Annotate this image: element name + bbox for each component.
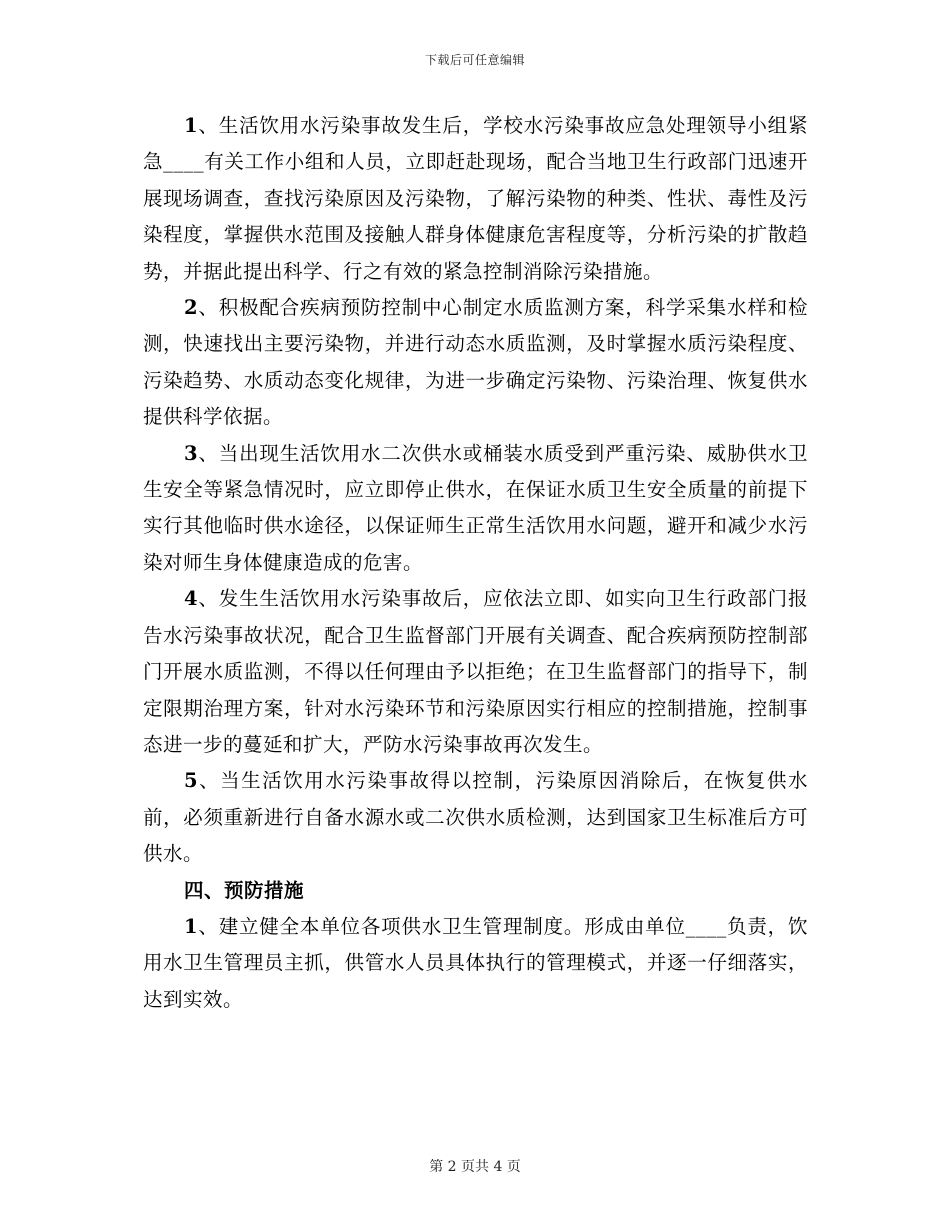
paragraph-text: 、发生生活饮用水污染事故后，应依法立即、如实向卫生行政部门报告水污染事故状况，配合卫生监督部门开展有关调查、配合疾病预防控制部门开展水质监测，不得以任何理由予以拒绝；在卫生监督部门的指导下，制定限期治理方案，针对水污染环节和污染原因实行相应的控制措施，控制事态进一步的蔓延和扩大，严防水污染事故再次发生。 bbox=[143, 587, 808, 756]
paragraph-4 bbox=[143, 581, 808, 763]
paragraph-text: 、建立健全本单位各项供水卫生管理制度。形成由单位____负责，饮用水卫生管理员主抓，供管水人员具体执行的管理模式，并逐一仔细落实，达到实效。 bbox=[143, 914, 808, 1011]
paragraph-2 bbox=[143, 290, 808, 436]
page-header-note: 下载后可任意编辑 bbox=[424, 53, 525, 67]
page-number: 第 2 页共 4 页 bbox=[429, 1159, 521, 1175]
paragraph-text: 、积极配合疾病预防控制中心制定水质监测方案，科学采集水样和检测，快速找出主要污染物，并进行动态水质监测，及时掌握水质污染程度、污染趋势、水质动态变化规律，为进一步确定污染物、污染治理、恢复供水提供科学依据。 bbox=[143, 296, 808, 429]
item-number: 4 bbox=[184, 587, 199, 611]
section-heading: 四、预防措施 bbox=[184, 878, 305, 902]
item-number: 5 bbox=[184, 769, 199, 793]
paragraph-text: 、生活饮用水污染事故发生后，学校水污染事故应急处理领导小组紧急____有关工作小组和人员，立即赶赴现场，配合当地卫生行政部门迅速开展现场调查，查找污染原因及污染物，了解污染物的种类、性状、毒性及污染程度，掌握供水范围及接触人群身体健康危害程度等，分析污染的扩散趋势，并据此提出科学、行之有效的紧急控制消除污染措施。 bbox=[143, 114, 808, 283]
paragraph-3 bbox=[143, 436, 808, 582]
paragraph-text: 、当生活饮用水污染事故得以控制，污染原因消除后，在恢复供水前，必须重新进行自备水源水或二次供水质检测，达到国家卫生标准后方可供水。 bbox=[143, 769, 808, 866]
item-number: 2 bbox=[184, 296, 199, 320]
section-paragraph-1 bbox=[143, 909, 808, 1018]
document-body bbox=[143, 108, 808, 1018]
item-number: 1 bbox=[184, 114, 199, 137]
paragraph-text: 、当出现生活饮用水二次供水或桶装水质受到严重污染、威胁供水卫生安全等紧急情况时，应立即停止供水，在保证水质卫生安全质量的前提下实行其他临时供水途径，以保证师生正常生活饮用水问题，避开和减少水污染对师生身体健康造成的危害。 bbox=[143, 441, 808, 574]
item-number: 1 bbox=[184, 914, 199, 938]
paragraph-5 bbox=[143, 763, 808, 872]
item-number: 3 bbox=[184, 441, 199, 465]
paragraph-1 bbox=[143, 108, 808, 290]
